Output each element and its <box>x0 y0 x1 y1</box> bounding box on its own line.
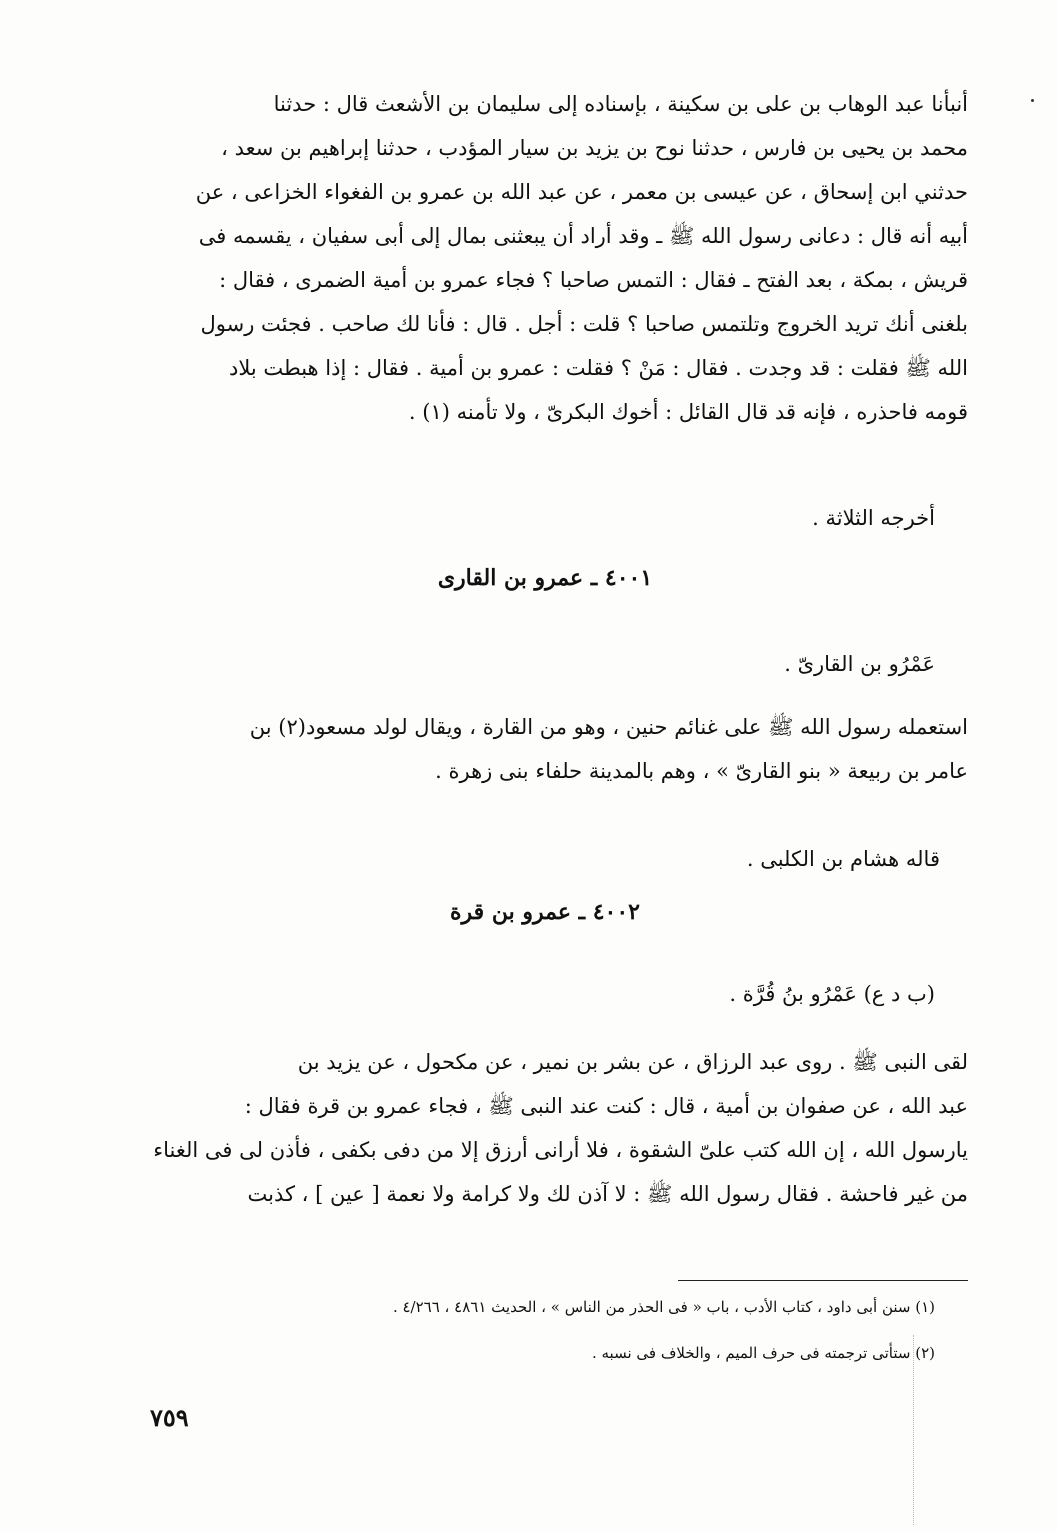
body-line: أنبأنا عبد الوهاب بن على بن سكينة ، بإسناده إلى سليمان بن الأشعث قال : حدثنا <box>273 92 968 116</box>
body-line: الله ﷺ فقلت : قد وجدت . فقال : مَنْ ؟ فقلت : عمرو بن أمية . فقال : إذا هبطت بلاد <box>228 356 968 380</box>
margin-dot <box>1031 99 1034 102</box>
previous-entry-body <box>132 82 968 434</box>
entry-name-4001: عَمْرُو بن القارىّ . <box>784 652 935 676</box>
footnote-2: (٢) ستأتى ترجمته فى حرف الميم ، والخلاف فى نسبه . <box>591 1344 935 1362</box>
entry-name-4002: (ب د ع) عَمْرُو بنُ قُرَّة . <box>729 982 935 1006</box>
body-line: استعمله رسول الله ﷺ على غنائم حنين ، وهو من القارة ، ويقال لولد مسعود(٢) بن <box>249 715 968 739</box>
entry-heading-4001: ٤٠٠١ ـ عمرو بن القارى <box>437 565 653 591</box>
entry-source-4001: قاله هشام بن الكلبى . <box>746 847 940 871</box>
entry-heading-4002: ٤٠٠٢ ـ عمرو بن قرة <box>449 899 640 925</box>
body-line: قومه فاحذره ، فإنه قد قال القائل : أخوك البكرىّ ، ولا تأمنه (١) . <box>408 400 968 424</box>
body-line: عامر بن ربيعة « بنو القارىّ » ، وهم بالمدينة حلفاء بنى زهرة . <box>435 759 968 783</box>
body-line: أبيه أنه قال : دعانى رسول الله ﷺ ـ وقد أراد أن يبعثنى بمال إلى أبى سفيان ، يقسمه فى <box>198 224 968 248</box>
body-line: من غير فاحشة . فقال رسول الله ﷺ : لا آذن لك ولا كرامة ولا نعمة [ عين ] ، كذبت <box>247 1182 968 1206</box>
body-line: قريش ، بمكة ، بعد الفتح ـ فقال : التمس صاحبا ؟ فجاء عمرو بن أمية الضمرى ، فقال : <box>219 268 968 292</box>
body-line: محمد بن يحيى بن فارس ، حدثنا نوح بن يزيد بن سيار المؤدب ، حدثنا إبراهيم بن سعد ، <box>221 136 968 160</box>
body-line: لقى النبى ﷺ . روى عبد الرزاق ، عن بشر بن نمير ، عن مكحول ، عن يزيد بن <box>297 1050 968 1074</box>
body-line: حدثني ابن إسحاق ، عن عيسى بن معمر ، عن عبد الله بن عمرو بن الفغواء الخزاعى ، عن <box>195 180 968 204</box>
body-line: يارسول الله ، إن الله كتب علىّ الشقوة ، فلا أرانى أرزق إلا من دفى بكفى ، فأذن لى فى الغناء <box>153 1138 968 1162</box>
footnote-divider <box>678 1280 968 1281</box>
body-line: بلغنى أنك تريد الخروج وتلتمس صاحبا ؟ قلت : أجل . قال : فأنا لك صاحب . فجئت رسول <box>200 312 968 336</box>
body-line: عبد الله ، عن صفوان بن أمية ، قال : كنت عند النبى ﷺ ، فجاء عمرو بن قرة فقال : <box>244 1094 968 1118</box>
entry-body-4001 <box>132 705 968 793</box>
page-number: ٧٥٩ <box>150 1403 189 1432</box>
footnote-1: (١) سنن أبى داود ، كتاب الأدب ، باب « فى الحذر من الناس » ، الحديث ٤٨٦١ ، ٤/٢٦٦ . <box>392 1298 935 1316</box>
previous-entry-closing: أخرجه الثلاثة . <box>812 506 935 530</box>
entry-body-4002 <box>132 1040 968 1216</box>
dotted-guide <box>913 1335 914 1525</box>
